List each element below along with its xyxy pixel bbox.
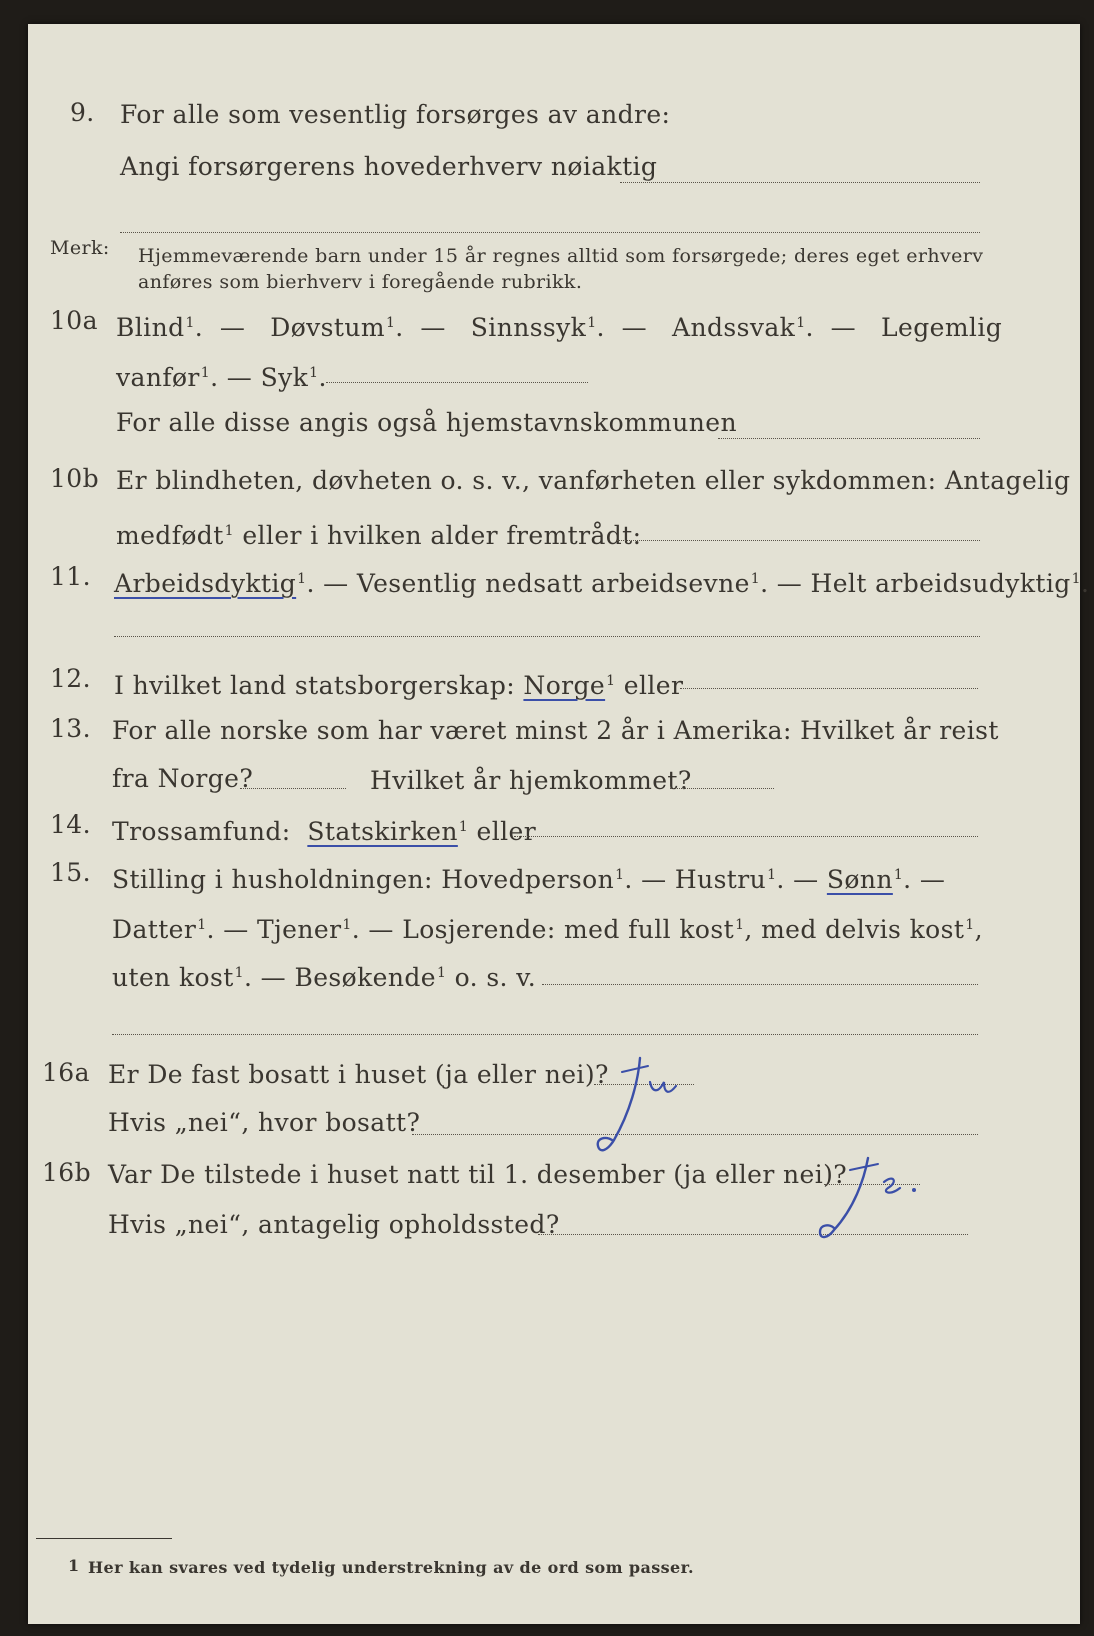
q10b-line1: Er blindheten, døvheten o. s. v., vanførheten eller sykdommen: Antagelig <box>116 466 1071 495</box>
q15-line3: uten kost$^1$. — Besøkende$^1$ o. s. v. <box>112 963 537 992</box>
q10a-opt-dovstum: Døvstum <box>270 313 385 342</box>
q15-hovedperson: Stilling i husholdningen: Hovedperson <box>112 865 615 894</box>
footnote-rule <box>36 1538 172 1539</box>
q11-opt-arbeidsdyktig: Arbeidsdyktig <box>114 569 297 598</box>
q16a-number: 16a <box>42 1058 90 1087</box>
footnote-text: Her kan svares ved tydelig understrekning av de ord som passer. <box>88 1558 694 1577</box>
q15-hustru: Hustru <box>674 865 767 894</box>
q15-line1: Stilling i husholdningen: Hovedperson$^1$. — Hustru$^1$. — Sønn$^1$. — <box>112 865 946 894</box>
q11-number: 11. <box>50 562 91 591</box>
q16a-line2: Hvis „nei“, hvor bosatt? <box>108 1108 421 1137</box>
q15-osv: o. s. v. <box>454 963 537 992</box>
footnote-mark: 1 <box>68 1556 80 1575</box>
q12-question: I hvilket land statsborgerskap: Norge$^1$ eller <box>114 671 684 700</box>
q10b-line2: medfødt$^1$ eller i hvilken alder fremtrådt: <box>116 521 642 550</box>
q14-answer-line <box>514 836 978 837</box>
q12-opt-norge: Norge <box>523 671 606 700</box>
merk-line1: Hjemmeværende barn under 15 år regnes alltid som forsørgede; deres eget erhverv <box>138 245 984 267</box>
q14-question: Trossamfund: Statskirken$^1$ eller <box>112 817 537 846</box>
q9-question-line2: Angi forsørgerens hovederhverv nøiaktig <box>120 152 658 181</box>
q13-line1: For alle norske som har været minst 2 år i Amerika: Hvilket år reist <box>112 716 999 745</box>
q15-uten-kost: uten kost <box>112 963 234 992</box>
q15-sonn: Sønn <box>826 865 893 894</box>
q15-answer-line-2 <box>112 1034 978 1035</box>
q10b-alder: eller i hvilken alder fremtrådt: <box>242 521 642 550</box>
merk-line2: anføres som bierhverv i foregående rubrikk. <box>138 271 583 293</box>
q16a-handwritten-answer <box>578 1052 698 1166</box>
q10a-options-line1: Blind$^1$. — Døvstum$^1$. — Sinnssyk$^1$. — Andssvak$^1$. — Legemlig <box>116 313 1003 342</box>
q11-options: Arbeidsdyktig$^1$. — Vesentlig nedsatt arbeidsevne$^1$. — Helt arbeidsudyktig$^1$. <box>114 569 1090 598</box>
q14-tail: eller <box>476 817 537 846</box>
q10a-options-line2: vanfør$^1$. — Syk$^1$. <box>116 363 327 392</box>
q10a-answer-line <box>326 382 588 383</box>
q10b-number: 10b <box>50 464 100 493</box>
q10a-hjemstavn-line <box>718 438 980 439</box>
q10a-opt-andssvak: Andssvak <box>672 313 796 342</box>
q16b-number: 16b <box>42 1158 92 1187</box>
merk-label: Merk: <box>50 237 110 259</box>
q13-number: 13. <box>50 714 91 743</box>
q16a-line1: Er De fast bosatt i huset (ja eller nei)? <box>108 1060 609 1089</box>
q12-number: 12. <box>50 664 91 693</box>
q15-datter: Datter <box>112 915 197 944</box>
q16b-line2: Hvis „nei“, antagelig opholdssted? <box>108 1210 560 1239</box>
q10a-opt-syk: Syk <box>260 363 309 392</box>
q15-answer-line <box>542 984 978 985</box>
q9-answer-line-2 <box>120 232 980 233</box>
q10a-number: 10a <box>50 306 98 335</box>
q13-line2a: fra Norge? <box>112 764 254 793</box>
q10a-opt-legemlig: Legemlig <box>881 313 1003 342</box>
q16b-handwritten-answer <box>804 1152 934 1256</box>
q15-losjerende: Losjerende: med full kost <box>402 915 735 944</box>
q13-line2b: Hvilket år hjemkommet? <box>370 766 692 795</box>
q9-question-line1: For alle som vesentlig forsørges av andre: <box>120 100 671 129</box>
q13-reist-line <box>240 788 346 789</box>
q10a-opt-blind: Blind <box>116 313 185 342</box>
q10a-opt-vanfor: vanfør <box>116 363 200 392</box>
q12-tail: eller <box>623 671 684 700</box>
q10b-answer-line <box>616 540 980 541</box>
q11-opt-udyktig: Helt arbeidsudyktig <box>810 569 1071 598</box>
q9-number: 9. <box>70 98 95 127</box>
q15-tjener: Tjener <box>256 915 342 944</box>
q12-answer-line <box>680 688 978 689</box>
q14-number: 14. <box>50 810 91 839</box>
q15-besokende: Besøkende <box>294 963 436 992</box>
q15-line2: Datter$^1$. — Tjener$^1$. — Losjerende: med full kost$^1$, med delvis kost$^1$, <box>112 915 983 944</box>
census-form-page <box>28 24 1090 1624</box>
q12-text: I hvilket land statsborgerskap: <box>114 671 516 700</box>
q14-text: Trossamfund: <box>112 817 291 846</box>
q10b-medfodt: medfødt <box>116 521 224 550</box>
q11-answer-line <box>114 636 980 637</box>
q10a-opt-sinnssyk: Sinnssyk <box>470 313 587 342</box>
q16b-line1: Var De tilstede i huset natt til 1. desember (ja eller nei)? <box>108 1160 848 1189</box>
q15-delvis-kost: med delvis kost <box>761 915 965 944</box>
q9-answer-line <box>620 182 980 183</box>
q10a-line3: For alle disse angis også hjemstavnskommunen <box>116 408 737 437</box>
q11-opt-nedsatt: Vesentlig nedsatt arbeidsevne <box>356 569 750 598</box>
q13-hjemkommet-line <box>670 788 774 789</box>
q14-opt-statskirken: Statskirken <box>307 817 458 846</box>
q15-number: 15. <box>50 858 91 887</box>
